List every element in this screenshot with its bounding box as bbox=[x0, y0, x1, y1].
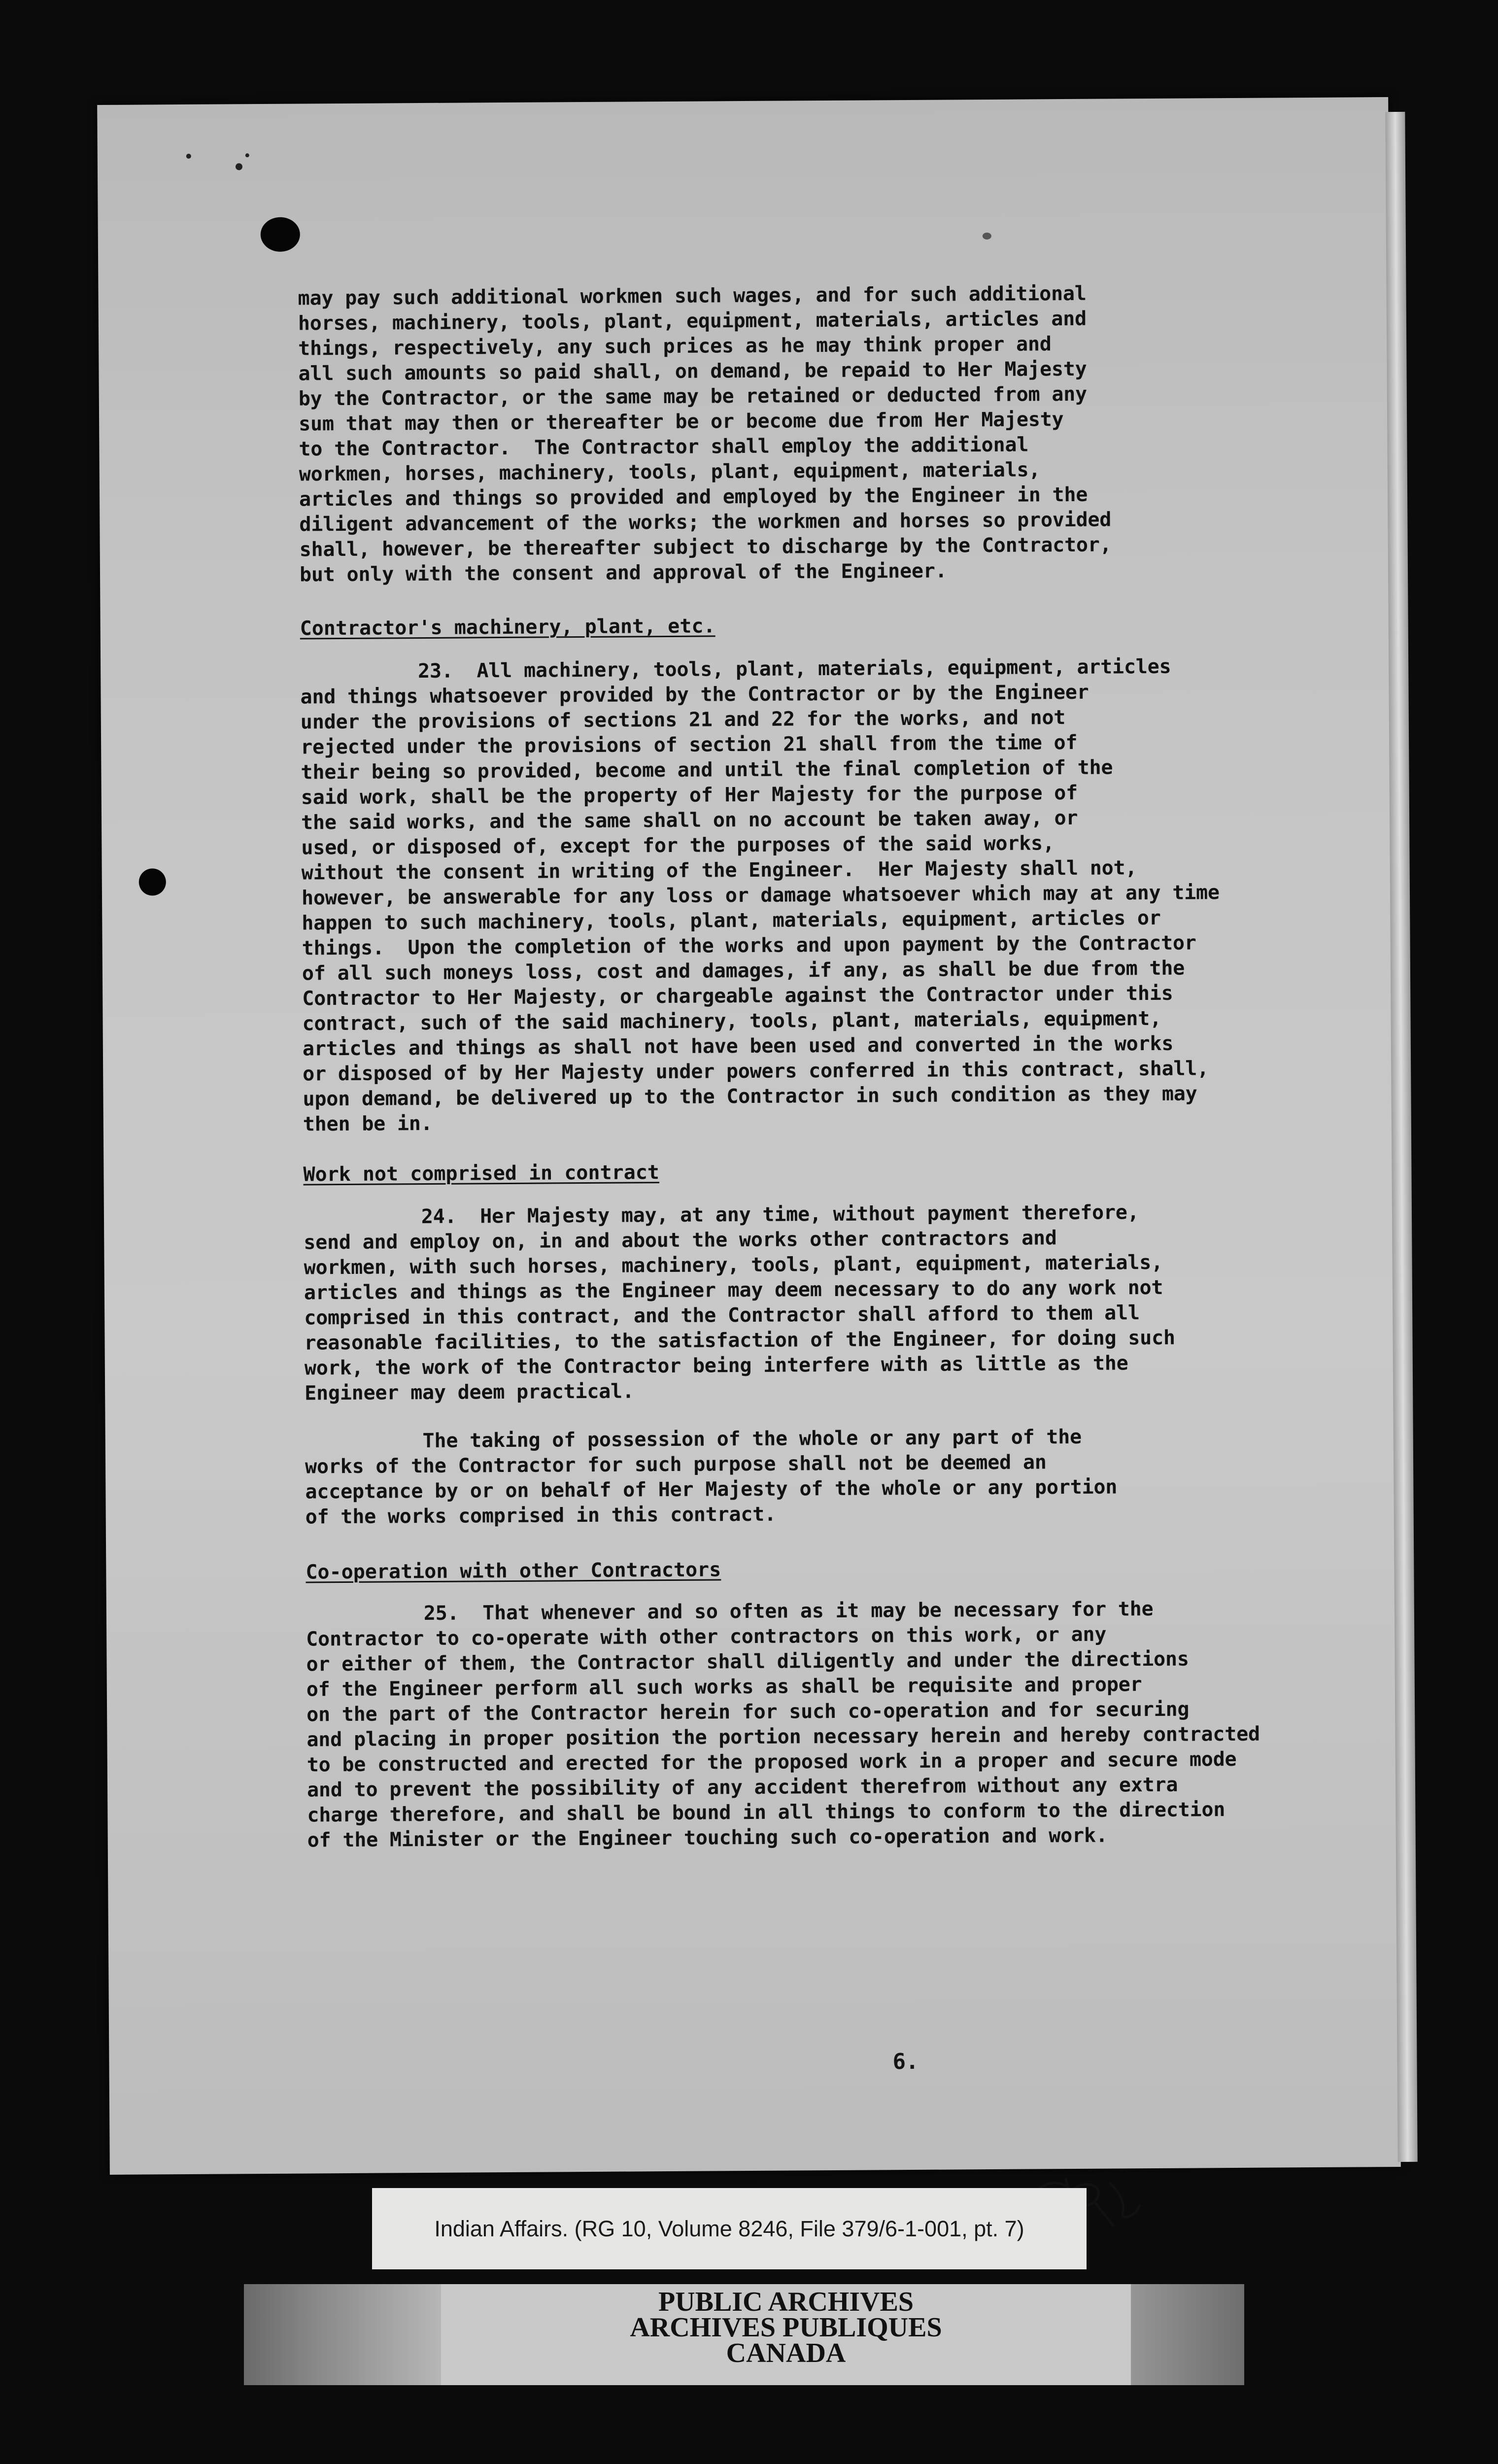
punch-hole-middle bbox=[139, 868, 166, 895]
paragraph-24: 24. Her Majesty may, at any time, without payment therefore, send and employ on, in and about the works other contractors and workmen, with such horses, machinery, tools, plant, equipment, materials, articles and things as the Engineer may deem necessary to do any work not comprised in this contract, and the Contractor shall afford to them all reasonable facilities, to the satisfaction of the Engineer, for doing such work, the work of the Contractor being interfere with as little as the Engineer may deem practical. bbox=[303, 1201, 1175, 1405]
paragraph-25: 25. That whenever and so often as it may be necessary for the Contractor to co-operate with other contractors on this work, or any or either of them, the Contractor shall diligently and under the directions of the Engineer perform all such works as shall be requisite and proper on the part of the Contractor herein for such co-operation and for securing and placing in proper position the portion necessary herein and hereby contracted to be constructed and erected for the proposed work in a proper and secure mode and to prevent the possibility of any accident therefrom without any extra charge therefore, and shall be bound in all things to conform to the direction of the Minister or the Engineer touching such co-operation and work. bbox=[306, 1598, 1260, 1852]
archive-reference-text: Indian Affairs. (RG 10, Volume 8246, File 379/6-1-001, pt. 7) bbox=[434, 2216, 1024, 2241]
punch-hole-top bbox=[261, 217, 300, 252]
page-number: 6. bbox=[892, 2049, 919, 2075]
archive-stamp-panel bbox=[441, 2284, 1131, 2385]
archive-reference-label bbox=[372, 2188, 1087, 2269]
paragraph-24-continued: The taking of possession of the whole or any part of the works of the Contractor for such purpose shall not be deemed an acceptance by or on behalf of Her Majesty of the whole or any portion of the works comprised in this contract. bbox=[305, 1425, 1118, 1529]
heading-co-operation: Co-operation with other Contractors bbox=[306, 1558, 721, 1584]
archive-stamp bbox=[244, 2284, 1244, 2385]
speck bbox=[186, 154, 191, 159]
document-page bbox=[97, 97, 1401, 2175]
archive-stamp-line-2: ARCHIVES PUBLIQUES bbox=[630, 2312, 942, 2343]
paragraph-continuation: may pay such additional workmen such wages, and for such additional horses, machinery, tools, plant, equipment, materials, articles and things, respectively, any such prices as he may think proper and all such amounts so paid shall, on demand, be repaid to Her Majesty by the Contractor, or the same may be retained or deducted from any sum that may then or thereafter be or become due from Her Majesty to the Contractor. The Contractor shall employ the additional workmen, horses, machinery, tools, plant, equipment, materials, articles and things so provided and employed by the Engineer in the diligent advancement of the works; the workmen and horses so provided shall, however, be thereafter subject to discharge by the Contractor, but only with the consent and approval of the Engineer. bbox=[298, 282, 1112, 586]
speck bbox=[236, 163, 242, 170]
heading-work-not-comprised: Work not comprised in contract bbox=[303, 1161, 660, 1186]
paragraph-23: 23. All machinery, tools, plant, materials, equipment, articles and things whatsoever provided by the Contractor or by the Engineer under the provisions of sections 21 and 22 for the works, and not rejected under the provisions of section 21 shall from the time of their being so provided, become and until the final completion of the said work, shall be the property of Her Majesty for the purpose of the said works, and the same shall on no account be taken away, or used, or disposed of, except for the purposes of the said works, without the consent in writing of the Engineer. Her Majesty shall not, however, be answerable for any loss or damage whatsoever which may at any time happen to such machinery, tools, plant, materials, equipment, articles or things. Upon the completion of the works and upon payment by the Contractor of all such moneys loss, cost and damages, if any, as shall be due from the Contractor to Her Majesty, or chargeable against the Contractor under this contract, such of the said machinery, tools, plant, materials, equipment, articles and things as shall not have been used and converted in the works or disposed of by Her Majesty under powers conferred in this contract, shall, upon demand, be delivered up to the Contractor in such condition as they may then be in. bbox=[300, 655, 1220, 1136]
archive-stamp-line-1: PUBLIC ARCHIVES bbox=[658, 2287, 914, 2317]
heading-contractors-machinery: Contractor's machinery, plant, etc. bbox=[300, 615, 715, 640]
archive-stamp-line-3: CANADA bbox=[726, 2338, 846, 2368]
speck bbox=[245, 153, 249, 157]
speck bbox=[983, 233, 991, 240]
